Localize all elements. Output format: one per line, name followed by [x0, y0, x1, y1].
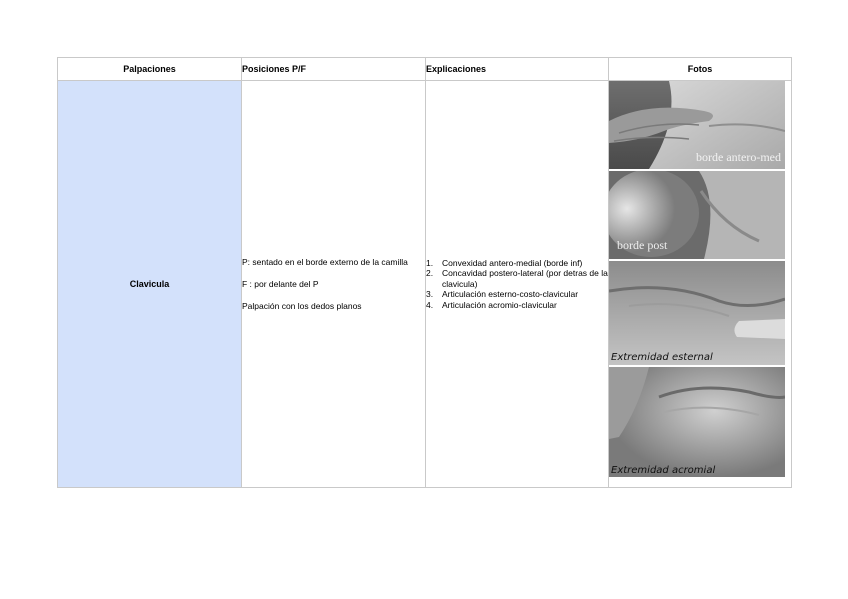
posicion-tecnica: Palpación con los dedos planos [242, 300, 362, 311]
header-fotos: Fotos [609, 58, 792, 81]
photo-caption: Extremidad esternal [611, 352, 713, 363]
explicaciones-cell [426, 81, 609, 488]
posicion-paciente: P: sentado en el borde externo de la camilla [242, 256, 408, 267]
photo-borde-post [609, 171, 785, 259]
photo-caption: borde post [617, 238, 668, 252]
fotos-cell [609, 81, 792, 488]
posicion-fisio: F : por delante del P [242, 278, 319, 289]
list-item: 1. Convexidad antero-medial (borde inf) [426, 257, 583, 268]
header-posiciones: Posiciones P/F [242, 58, 426, 81]
list-item: 2. Concavidad postero-lateral (por detras de la clavicula) [426, 268, 608, 289]
explicaciones-list [426, 258, 608, 311]
table-header-row [58, 58, 792, 81]
header-palpaciones: Palpaciones [58, 58, 242, 81]
list-item: 4. Articulación acromio-clavicular [426, 299, 557, 310]
list-item: 3. Articulación esterno-costo-clavicular [426, 289, 579, 300]
photo-extremidad-acromial [609, 367, 785, 477]
photo-caption: Extremidad acromial [611, 465, 716, 476]
posiciones-cell [242, 81, 426, 488]
photo-caption: borde antero-med [696, 150, 781, 164]
table-row [58, 81, 792, 488]
palpacion-cell: Clavicula [58, 81, 242, 488]
photo-extremidad-esternal [609, 261, 785, 365]
palpation-table [57, 57, 792, 488]
header-explicaciones: Explicaciones [426, 58, 609, 81]
photo-borde-antero-med [609, 81, 785, 169]
